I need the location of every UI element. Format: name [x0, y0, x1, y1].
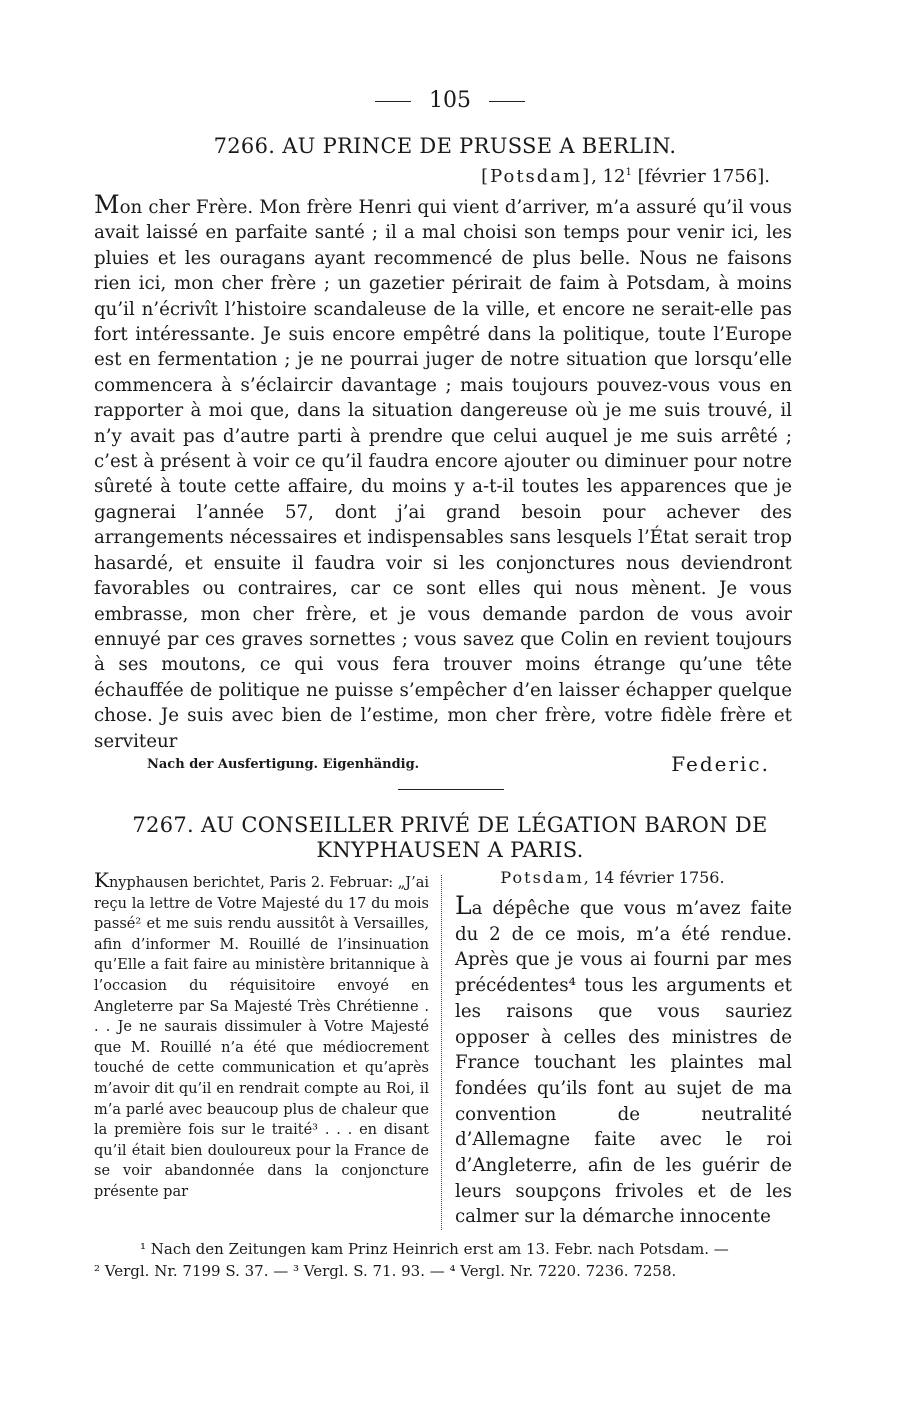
dateline-date: [février 1756].	[631, 166, 770, 187]
source-note: Nach der Ausfertigung. Eigenhändig.	[147, 757, 420, 772]
signature: Federic.	[671, 752, 770, 776]
page-number	[0, 88, 900, 113]
footnote-line-1: ¹ Nach den Zeitungen kam Prinz Heinrich erst am 13. Febr. nach Potsdam. —	[140, 1240, 729, 1258]
letter-7267-dateline	[455, 868, 770, 887]
letter-7267-heading	[100, 813, 800, 863]
letter-7267-dropcap: L	[455, 891, 472, 920]
letter-7267-heading-line1: 7267. AU CONSEILLER PRIVÉ DE LÉGATION BARON DE	[132, 813, 768, 837]
dash-right	[489, 101, 525, 102]
letter-7266-heading: 7266. AU PRINCE DE PRUSSE A BERLIN.	[213, 134, 677, 158]
letter-7267-heading-line2: KNYPHAUSEN A PARIS.	[316, 838, 584, 862]
section-rule	[398, 789, 504, 790]
column-divider	[441, 875, 442, 1230]
letter-7266-text: on cher Frère. Mon frère Henri qui vient d’arriver, m’a assuré qu’il vous avait laissé en parfaite santé ; il a mal choisi son temps pour venir ici, les pluies et les ouragans ayant recommencé de plus belle. Nous ne faisons rien ici, mon cher frère ; un gazetier périrait de faim à Potsdam, à moins qu’il n’écrivît l’histoire scandaleuse de la ville, et encore ne serait-elle pas fort intéressante. Je suis encore empêtré dans la politique, toute l’Europe est en fermentation ; je ne pourrai juger de notre situation que lorsqu’elle commencera à s’éclaircir davantage ; mais toujours pouvez-vous vous en rapporter à moi que, dans la situation dangereuse où je me suis trouvé, il n’y avait pas d’autre parti à prendre que celui auquel je me suis arrêté ; c’est à présent à voir ce qu’il faudra encore ajouter ou diminuer pour notre sûreté à toute cette affaire, du moins y a-t-il toutes les apparences que je gagnerai l’année 57, dont j’ai grand besoin pour achever des arrangements nécessaires et indispensables sans lesquels l’État serait trop hasardé, et ensuite il faudra voir si les conjonctures nous deviendront favorables ou contraires, car ce sont elles qui nous mènent. Je vous embrasse, mon cher frère, et je vous demande pardon de vous avoir ennuyé par ces graves sornettes ; vous savez que Colin en revient toujours à ses moutons, ce qui vous fera trouver moins étrange qu’une tête échauffée de politique ne puisse s’empêcher d’en laisser échapper quelque chose. Je suis avec bien de l’estime, mon cher frère, votre fidèle frère et serviteur	[94, 197, 792, 752]
letter-7267-body	[455, 893, 792, 1230]
report-summary-text: nyphausen berichtet, Paris 2. Februar: „J’ai reçu la lettre de Votre Majesté du 17 du mois passé² et me suis rendu aussitôt à Versailles, afin d’informer M. Rouillé de l’insinuation qu’Elle a fait faire au ministère britannique à l’occasion du réquisitoire envoyé en Angleterre par Sa Majesté Très Chrétienne . . . Je ne saurais dissimuler à Votre Majesté que M. Rouillé n’a été que médiocrement touché de cette communication et qu’après m’avoir dit qu’il en rendrait compte au Roi, il m’a parlé avec beaucoup plus de chaleur que la première fois sur le traité³ . . . en disant qu’il était bien douloureux pour la France de se voir abandonnée dans la conjoncture présente par	[94, 875, 429, 1200]
letter-7266-dropcap: M	[94, 190, 120, 219]
letter-7267-text: a dépêche que vous m’avez faite du 2 de ce mois, m’a été rendue. Après que je vous ai fourni par mes précédentes⁴ tous les arguments et les raisons que vous sauriez opposer à celles des ministres de France touchant les plaintes mal fondées qu’ils font au sujet de ma convention de neutralité d’Allemagne faite avec le roi d’Angleterre, afin de les guérir de leurs soupçons frivoles et de les calmer sur la démarche innocente	[455, 898, 792, 1228]
dateline-footnote-ref: 1	[625, 167, 632, 178]
footnote-line-2: ² Vergl. Nr. 7199 S. 37. — ³ Vergl. S. 71. 93. — ⁴ Vergl. Nr. 7220. 7236. 7258.	[94, 1262, 677, 1280]
dash-left	[375, 101, 411, 102]
letter-7266-body	[94, 192, 792, 754]
letter-7267-date-place: Potsdam	[500, 868, 584, 887]
dateline-place: [Potsdam]	[481, 166, 592, 187]
letter-7267-date: , 14 février 1756.	[583, 868, 725, 887]
report-summary-column	[94, 870, 429, 1203]
report-dropcap: K	[94, 868, 109, 892]
page-number-text: 105	[429, 88, 471, 113]
footnotes	[94, 1238, 794, 1282]
dateline-day: , 12	[591, 166, 626, 187]
letter-7266-dateline	[90, 166, 770, 187]
